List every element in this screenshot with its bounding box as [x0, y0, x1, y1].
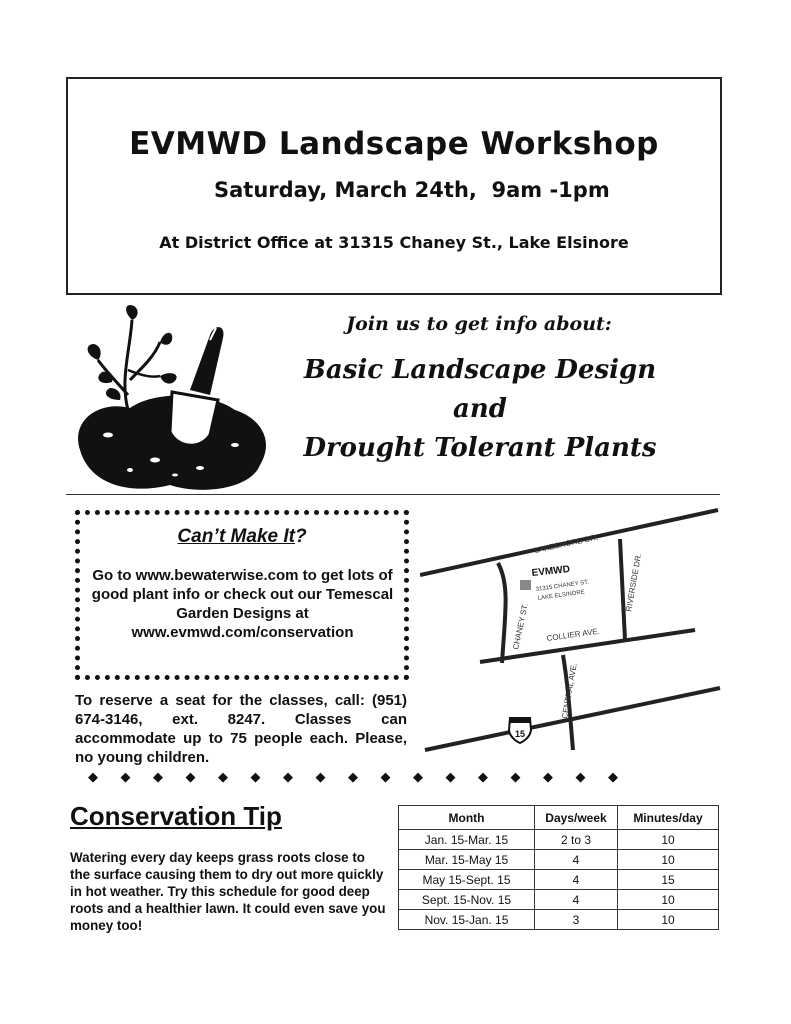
map-office-address-1: 31315 CHANEY ST.: [535, 579, 590, 593]
header-days-week: Days/week: [535, 806, 618, 830]
cell-days: 4: [535, 890, 618, 910]
table-row: [399, 910, 719, 930]
cell-month: Nov. 15-Jan. 15: [399, 910, 535, 930]
cell-minutes: 10: [618, 850, 719, 870]
diamond-icon: ◆: [315, 769, 326, 784]
cell-minutes: 10: [618, 830, 719, 850]
table-row: [399, 850, 719, 870]
topic-landscape-design: Basic Landscape Design: [303, 355, 657, 385]
table-row: [399, 830, 719, 850]
diamond-icon: ◆: [283, 769, 293, 784]
cell-minutes: 10: [618, 910, 719, 930]
diamond-icon: ◆: [478, 769, 488, 784]
diamond-divider: [88, 769, 618, 785]
table-row: [399, 870, 719, 890]
header-month: Month: [399, 806, 535, 830]
cant-make-it-body: Go to www.bewaterwise.com to get lots of good plant info or check out our Temescal Garden Designs at www.evmwd.com/conservation: [91, 567, 394, 641]
map-label-lakeshore: LAKESHORE DR.: [533, 532, 599, 555]
diamond-icon: ◆: [250, 769, 261, 784]
map-label-central: CENTRAL AVE.: [560, 662, 579, 720]
diamond-icon: ◆: [413, 769, 423, 784]
diamond-icon: ◆: [88, 769, 98, 784]
interstate-number: 15: [514, 729, 526, 739]
map-label-collier: COLLIER AVE.: [546, 626, 601, 643]
cant-make-it-lead: Can’t Make: [177, 526, 284, 547]
location-map: [420, 505, 725, 760]
diamond-icon: ◆: [445, 769, 456, 784]
diamond-icon: ◆: [380, 769, 391, 784]
diamond-icon: ◆: [543, 769, 553, 784]
diamond-icon: ◆: [120, 769, 131, 784]
map-office-marker: [520, 580, 531, 590]
map-label-chaney: CHANEY ST.: [511, 602, 530, 651]
cant-make-it-it: It: [283, 526, 295, 547]
garden-illustration: [60, 300, 290, 500]
diamond-icon: ◆: [348, 769, 358, 784]
conservation-tip-body: Watering every day keeps grass roots close to the surface causing them to dry out more quickly in hot weather. Try this schedule for good deep roots and a healthier lawn. It could even save you money too!: [70, 850, 386, 933]
cell-days: 3: [535, 910, 618, 930]
cell-days: 4: [535, 850, 618, 870]
diamond-icon: ◆: [218, 769, 228, 784]
cell-minutes: 15: [618, 870, 719, 890]
map-road-riverside: [620, 539, 625, 640]
map-office-address-2: LAKE ELSINORE: [537, 589, 586, 602]
diamond-icon: ◆: [575, 769, 586, 784]
diamond-icon: ◆: [153, 769, 163, 784]
cell-days: 2 to 3: [535, 830, 618, 850]
interstate-shield-icon: [509, 718, 531, 743]
cant-make-it-question: ?: [294, 526, 307, 547]
cant-make-it-title: [75, 526, 409, 548]
map-label-riverside: RIVERSIDE DR.: [624, 552, 644, 613]
diamond-icon: ◆: [510, 769, 521, 784]
table-header-row: [399, 806, 719, 830]
workshop-location: At District Office at 31315 Chaney St., Lake Elsinore: [159, 233, 629, 252]
diamond-icon: ◆: [185, 769, 196, 784]
reserve-seat-text: To reserve a seat for the classes, call: (951) 674-3146, ext. 8247. Classes can accommodate up to 75 people each. Please, no young children.: [75, 692, 407, 766]
topic-connector: and: [453, 394, 507, 424]
map-office-name: EVMWD: [531, 564, 571, 579]
cell-month: Sept. 15-Nov. 15: [399, 890, 535, 910]
table-row: [399, 890, 719, 910]
cell-month: Jan. 15-Mar. 15: [399, 830, 535, 850]
diamond-icon: ◆: [608, 769, 618, 784]
join-us-text: Join us to get info about:: [346, 313, 612, 335]
workshop-title: EVMWD Landscape Workshop: [129, 126, 659, 162]
topic-drought-plants: Drought Tolerant Plants: [303, 433, 657, 463]
conservation-tip-title: Conservation Tip: [70, 801, 282, 831]
cell-month: May 15-Sept. 15: [399, 870, 535, 890]
workshop-date: Saturday, March 24th, 9am -1pm: [214, 178, 610, 202]
map-road-chaney: [498, 563, 506, 663]
cell-minutes: 10: [618, 890, 719, 910]
header-minutes-day: Minutes/day: [618, 806, 719, 830]
section-divider: [66, 494, 720, 495]
cell-month: Mar. 15-May 15: [399, 850, 535, 870]
watering-schedule-table: [398, 805, 719, 930]
cell-days: 4: [535, 870, 618, 890]
